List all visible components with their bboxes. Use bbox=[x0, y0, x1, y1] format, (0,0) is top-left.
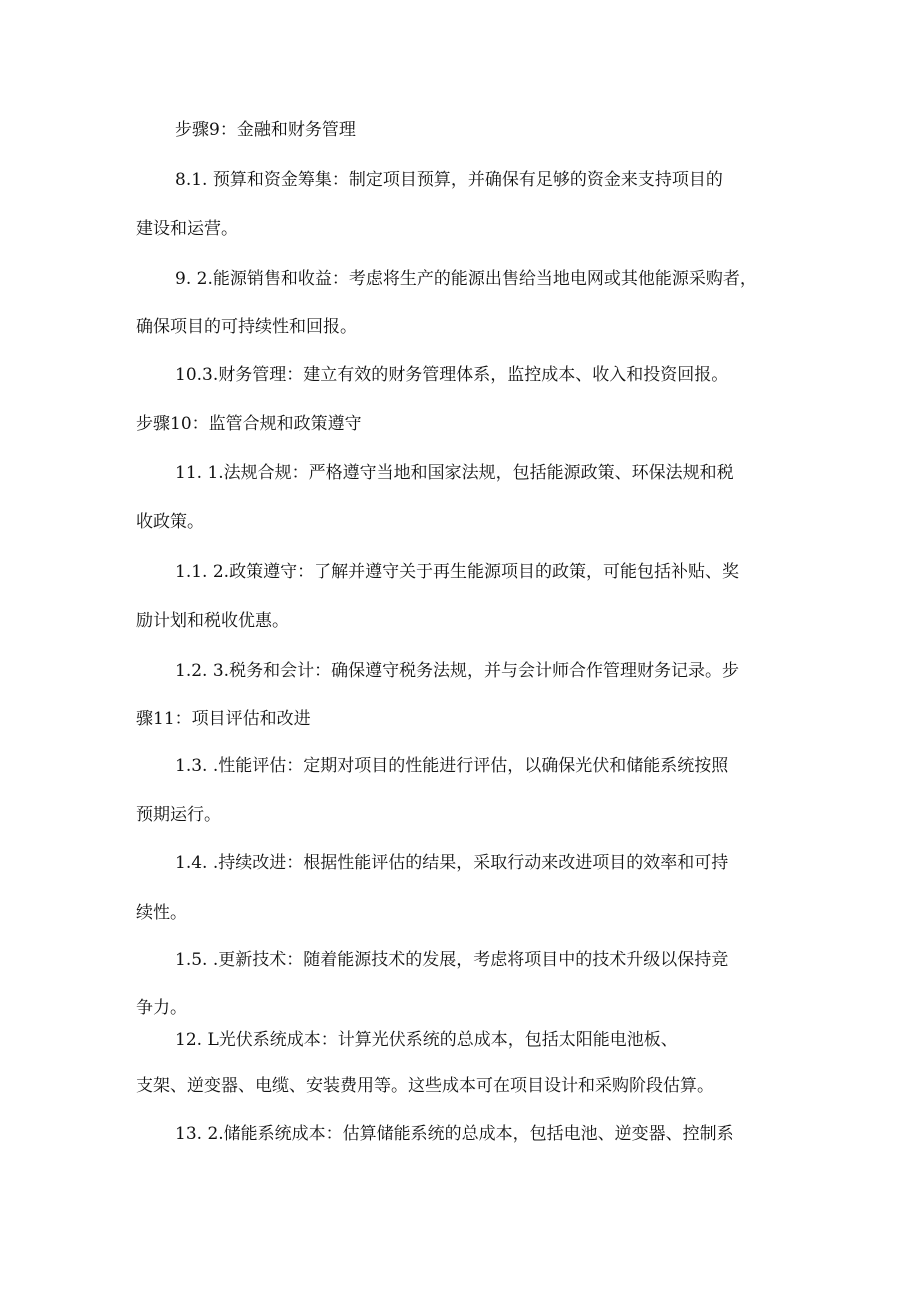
item-1-1-2-continued: 励计划和税收优惠。 bbox=[136, 611, 289, 631]
item-1-3-performance: 1.3. .性能评估：定期对项目的性能进行评估，以确保光伏和储能系统按照 bbox=[175, 756, 729, 776]
item-1-4-continued: 续性。 bbox=[136, 903, 187, 923]
item-9-2-continued: 确保项目的可持续性和回报。 bbox=[136, 317, 357, 337]
item-13-storage-cost: 13. 2.储能系统成本：估算储能系统的总成本，包括电池、逆变器、控制系 bbox=[175, 1124, 734, 1144]
item-1-3-continued: 预期运行。 bbox=[136, 805, 221, 825]
item-11-1-continued: 收政策。 bbox=[136, 512, 204, 532]
step11-heading: 骤11：项目评估和改进 bbox=[136, 709, 311, 729]
step10-heading: 步骤10：监管合规和政策遵守 bbox=[136, 414, 362, 434]
item-8-1-budget: 8.1. 预算和资金筹集：制定项目预算，并确保有足够的资金来支持项目的 bbox=[175, 170, 723, 190]
item-1-4-improvement: 1.4. .持续改进：根据性能评估的结果，采取行动来改进项目的效率和可持 bbox=[175, 853, 729, 873]
item-1-5-continued: 争力。 bbox=[136, 998, 187, 1018]
item-8-1-continued: 建设和运营。 bbox=[136, 219, 238, 239]
item-12-pv-cost: 12. L光伏系统成本：计算光伏系统的总成本，包括太阳能电池板、 bbox=[175, 1030, 678, 1050]
item-9-2-energy-sales: 9. 2.能源销售和收益：考虑将生产的能源出售给当地电网或其他能源采购者， bbox=[175, 269, 757, 289]
item-1-1-2-policy: 1.1. 2.政策遵守：了解并遵守关于再生能源项目的政策，可能包括补贴、奖 bbox=[175, 562, 740, 582]
item-1-2-3-tax: 1.2. 3.税务和会计：确保遵守税务法规，并与会计师合作管理财务记录。步 bbox=[175, 661, 740, 681]
item-12-continued: 支架、逆变器、电缆、安装费用等。这些成本可在项目设计和采购阶段估算。 bbox=[136, 1076, 714, 1096]
item-1-5-tech-update: 1.5. .更新技术：随着能源技术的发展，考虑将项目中的技术升级以保持竞 bbox=[175, 950, 729, 970]
item-10-3-finance: 10.3.财务管理：建立有效的财务管理体系，监控成本、收入和投资回报。 bbox=[175, 365, 729, 385]
item-11-1-compliance: 11. 1.法规合规：严格遵守当地和国家法规，包括能源政策、环保法规和税 bbox=[175, 463, 734, 483]
step9-heading: 步骤9：金融和财务管理 bbox=[175, 120, 356, 140]
